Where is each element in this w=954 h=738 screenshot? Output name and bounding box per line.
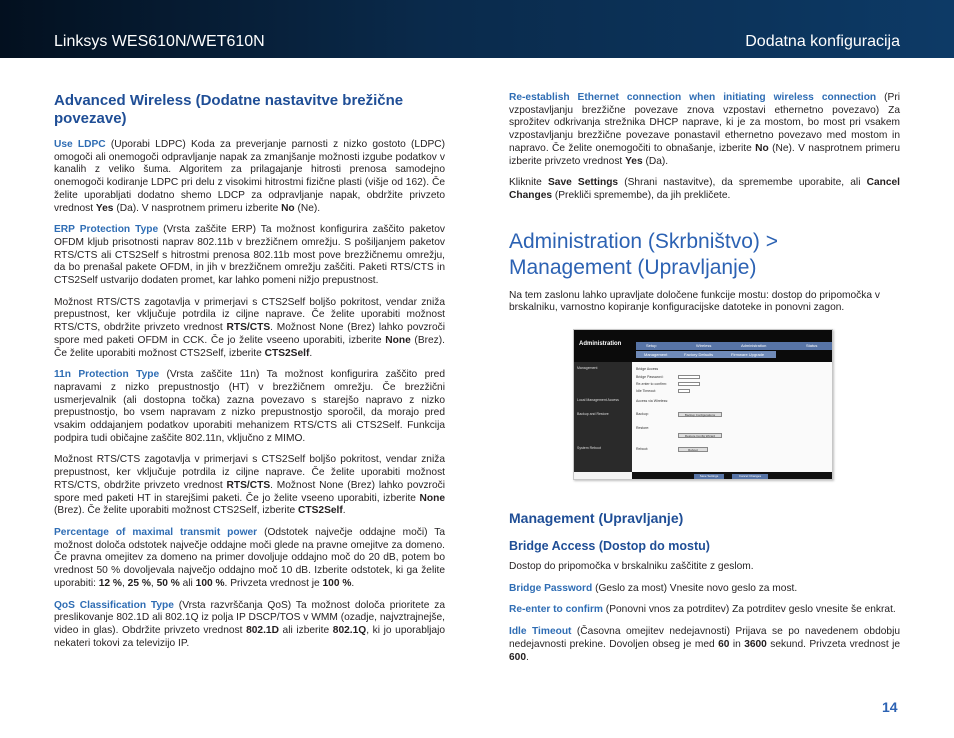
idle-text-3: sekund. Privzeta vrednost je <box>766 638 900 650</box>
fig-left-label: Management <box>577 366 598 371</box>
qos-text-3: , ki jo uporabljajo nekateri tokovi za televizijo IP. <box>54 624 445 649</box>
pct-bold-2: 25 % <box>127 577 151 589</box>
ldpc-yes: Yes <box>95 202 114 214</box>
n11-text: (Vrsta zaščite 11n) Ta možnost konfigurira zaščito pred napravami z nizko prepustnostjo (HT) v brezžičnem omrežju. Če brezžični usmerjevalnik (ali dostopna točka) zazna povezavo s starejšo napravo z nizko prepustnostjo, bo vsem napravam z nizko prepustnostjo sporočil, da morajo pred vsakim oddajanjem podatkov uporabiti mehanizem RTS/CTS ali CTS2Self. Funkcija podpira tudi običajne zaščite 802.11n, vključno z MIMO. <box>54 369 445 444</box>
fig-left-panel <box>574 362 632 472</box>
fig-reboot-button: Reboot <box>678 447 708 452</box>
fig-left-label: Backup and Restore <box>577 412 609 417</box>
fig-backup-button: Backup Configurations <box>678 412 722 417</box>
fig-confirm-input <box>678 382 700 386</box>
fig-row: Reboot: <box>636 447 649 452</box>
admin-intro: Na tem zaslonu lahko upravljate določene funkcije mostu: dostop do pripomočka v brskalniku, varnostno kopiranje konfiguracijske datoteke in ponovni zagon. <box>509 289 880 314</box>
erp-paragraph <box>54 224 445 288</box>
ldpc-text-3: (Ne). <box>294 202 321 214</box>
n11b-text: Možnost RTS/CTS zagotavlja v primerjavi s CTS2Self boljšo pokritost, vendar zniža prepustnost, ker vključuje potrdila iz ciljne naprave. Če želite uporabiti možnost RTS/CTS, obdržite privzeto vrednost <box>54 454 445 491</box>
bridge-intro: Dostop do pripomočka v brskalniku zaščitite z geslom. <box>509 561 754 573</box>
ldpc-term: Use LDPC <box>54 139 106 150</box>
erp-paragraph-2 <box>54 297 445 361</box>
pct-bold-5: 100 % <box>322 577 352 589</box>
click-bold-1: Save Settings <box>547 177 619 189</box>
pct-bold-1: 12 % <box>98 577 122 589</box>
qos-term: QoS Classification Type <box>54 599 174 611</box>
n11b-bold-2: None <box>419 492 445 504</box>
fig-tab: Status <box>806 343 818 349</box>
fig-save-button: Save Settings <box>694 474 724 479</box>
click-text-3: (Prekliči spremembe), da jih prekličete. <box>552 189 731 201</box>
idle-bold-3: 600 <box>509 651 526 663</box>
reestablish-bold-1: No <box>755 142 769 154</box>
idle-timeout-term: Idle Timeout <box>509 626 572 638</box>
bridge-access-heading: Bridge Access (Dostop do mostu) <box>509 539 710 554</box>
idle-text-2: in <box>729 638 745 650</box>
fig-timeout-input <box>678 389 690 393</box>
bridge-password-term: Bridge Password <box>509 582 593 594</box>
management-screenshot <box>573 329 833 480</box>
pct-sep-1: , <box>121 577 128 589</box>
left-column <box>54 92 445 659</box>
bridge-password-text: (Geslo za most) Vnesite novo geslo za most. <box>592 582 798 594</box>
ldpc-paragraph <box>54 139 445 215</box>
n11-paragraph-2 <box>54 454 445 518</box>
n11b-bold-3: CTS2Self <box>298 505 343 517</box>
fig-tab: Administration <box>741 343 767 349</box>
right-column <box>509 92 900 673</box>
qos-bold-2: 802.1Q <box>332 624 367 636</box>
pct-term: Percentage of maximal transmit power <box>54 526 258 538</box>
reestablish-term: Re-establish Ethernet connection when initiating wireless connection <box>509 92 877 103</box>
reestablish-bold-2: Yes <box>625 155 643 167</box>
reenter-text: (Ponovni vnos za potrditev) Za potrditev geslo vnesite še enkrat. <box>602 604 896 616</box>
fig-row: Backup: <box>636 412 649 417</box>
ldpc-text-2: (Da). V nasprotnem primeru izberite <box>113 202 282 214</box>
fig-tabs <box>636 342 832 350</box>
fig-subtab: Factory Defaults <box>684 352 714 358</box>
click-text-2: (Shrani nastavitve), da spremembe uporabite, ali <box>618 177 867 189</box>
advanced-wireless-heading: Advanced Wireless (Dodatne nastavitve brežične povezave) <box>54 92 404 127</box>
erp2-bold-2: None <box>385 334 411 346</box>
click-bold-2: Cancel Changes <box>509 177 901 201</box>
erp2-text: Možnost RTS/CTS zagotavlja v primerjavi s CTS2Self boljšo pokritost, vendar zniža prepustnost, ker vključuje potrdila iz ciljne naprave. Če želite uporabiti možnost RTS/CTS, obdržite privzeto vrednost <box>54 296 445 334</box>
click-save-paragraph <box>509 177 900 202</box>
reenter-term: Re-enter to confirm <box>509 604 603 616</box>
pct-sep-5: . <box>351 577 355 589</box>
fig-subtab: Management <box>644 352 668 358</box>
qos-bold-1: 802.1D <box>246 624 279 636</box>
fig-tab: Setup <box>646 343 657 349</box>
idle-text-4: . <box>526 651 529 663</box>
pct-bold-3: 50 % <box>156 577 180 589</box>
fig-subtabs <box>636 351 776 358</box>
bridge-password-paragraph <box>509 583 900 596</box>
qos-text-2: ali izberite <box>278 624 333 636</box>
fig-row: Access via Wireless: <box>636 399 669 404</box>
idle-text: (Časovna omejitev nedejavnosti) Prijava se po navedenem obdobju nedejavnosti prekine. Dovoljen obseg je med <box>509 626 901 650</box>
qos-text: (Vrsta razvrščanja QoS) Ta možnost določa prioritete za preslikovanje 802.1D ali 802.1Q iz polja IP DSCP/TOS v WMM (ozadje, najvztrajnejše, video in glas). Obdržite privzeto vrednost <box>54 599 445 636</box>
fig-subtab: Firmware Upgrade <box>731 352 765 358</box>
page-number: 14 <box>882 699 898 715</box>
fig-cancel-button: Cancel Changes <box>732 474 768 479</box>
idle-bold-1: 60 <box>718 638 730 650</box>
n11-paragraph <box>54 369 445 445</box>
fig-left-label: System Reboot <box>577 446 601 451</box>
erp2-bold-3: CTS2Self <box>264 347 310 359</box>
erp2-text-2: . Možnost None (Brez) lahko povzroči spore med paketi OFDM in CCK. Če jo želite vseeno uporabiti, izberite <box>54 322 445 346</box>
pct-sep-3: ali <box>179 577 196 589</box>
fig-footer <box>632 472 832 480</box>
pct-sep-4: . Privzeta vrednost je <box>224 577 323 589</box>
qos-paragraph <box>54 600 445 651</box>
section-name: Dodatna konfiguracija <box>745 33 900 50</box>
fig-password-input <box>678 375 700 379</box>
n11-term: 11n Protection Type <box>54 369 160 381</box>
fig-topbar <box>574 330 832 362</box>
reestablish-paragraph <box>509 92 900 168</box>
n11b-text-4: . <box>342 505 346 517</box>
fig-row: Bridge Password: <box>636 375 664 380</box>
erp2-bold-1: RTS/CTS <box>226 322 271 334</box>
ldpc-no: No <box>281 202 295 214</box>
erp2-text-4: . <box>309 347 313 359</box>
fig-title: Administration <box>579 341 622 348</box>
pct-text: (Odstotek največje oddajne moči) Ta možnost določa odstotek največje oddajne moči glede na pravne omejitve za domeno. Če pravna omejitev za domeno na primer dovoljuje oddajno moč do 20 dB, potem bo vrednost 50 % dovoljevala največjo oddajno moč 10 dB. Izberite odstotek, ki ga želite uporabiti: <box>54 526 445 589</box>
click-text: Kliknite <box>509 177 548 189</box>
fig-row: Bridge Access <box>636 367 659 372</box>
n11b-text-2: . Možnost None (Brez) lahko povzroči spore med paketi HT in starejšimi paketi. Če jo želite vseeno uporabiti, izberite <box>54 479 445 504</box>
fig-row: Re-enter to confirm: <box>636 382 667 387</box>
reestablish-text: (Pri vzpostavljanju brezžične povezave znova vzpostavi ethernetno povezavo) Za sprožitev odkrivanja strežnika DHCP naprave, ki je za mostom, bo most pri vsakem vzpostavljanju brezžične povezave ponastavil ethernetno povezavo med mostom in napravo. Če želite onemogočiti to obnašanje, izberite <box>509 92 900 154</box>
pct-sep-2: , <box>150 577 157 589</box>
erp2-text-3: (Brez). Če želite uporabiti možnost CTS2Self, izberite <box>54 334 445 359</box>
pct-paragraph <box>54 527 445 591</box>
erp-text: (Vrsta zaščite ERP) Ta možnost konfigurira zaščito paketov OFDM kljub prisotnosti naprav 802.11b v brezžičnem omrežju. S pošiljanjem paketov RTS/CTS ali CTS2Self s hitrostmi prenosa 802.11b most pove brezžičnemu omrežju, da bo prenašal pakete OFDM, in jih v brezžičnem omrežju zaščiti. Paketi RTS/CTS in CTS2Self ustvarijo dodaten promet, kar lahko pomeni nižjo prepustnost. <box>54 224 445 287</box>
fig-main-panel <box>632 362 832 472</box>
reestablish-text-2: (Ne). V nasprotnem primeru izberite privzeto vrednost <box>509 142 900 167</box>
administration-heading: Administration (Skrbništvo) > Management (Upravljanje) <box>509 229 779 279</box>
page-header <box>0 0 954 58</box>
fig-tab: Wireless <box>696 343 712 349</box>
fig-row: Restore: <box>636 426 650 431</box>
idle-timeout-paragraph <box>509 626 900 664</box>
fig-row: Idle Timeout: <box>636 389 657 394</box>
product-name: Linksys WES610N/WET610N <box>54 33 265 50</box>
ldpc-text: (Uporabi LDPC) Koda za preverjanje parnosti z nizko gostoto (LDPC) omogoči ali onemogoči odpravljanje napak za zmanjšanje možnosti izgube podatkov v kanalih z veliko šuma. Algoritem za prilagajanje hitrosti prenosa samodejno onemogoči kodiranje LDPC pri delu z visokimi hitrostmi fizične plasti (višje od 162). Če želite uporabljati dodatno shemo LDCP za odpravljanje napak, obdržite privzeto vrednost <box>54 139 445 214</box>
reenter-paragraph <box>509 604 900 617</box>
erp-term: ERP Protection Type <box>54 224 159 236</box>
fig-restore-button: Restore Config Wizard <box>678 433 722 438</box>
n11b-bold-1: RTS/CTS <box>226 479 271 491</box>
pct-bold-4: 100 % <box>195 577 225 589</box>
management-heading: Management (Upravljanje) <box>509 510 684 527</box>
n11b-text-3: (Brez). Če želite uporabiti možnost CTS2Self, izberite <box>54 505 299 517</box>
idle-bold-2: 3600 <box>744 638 767 650</box>
fig-left-label: Local Management Access <box>577 398 619 403</box>
reestablish-text-3: (Da). <box>642 155 669 167</box>
